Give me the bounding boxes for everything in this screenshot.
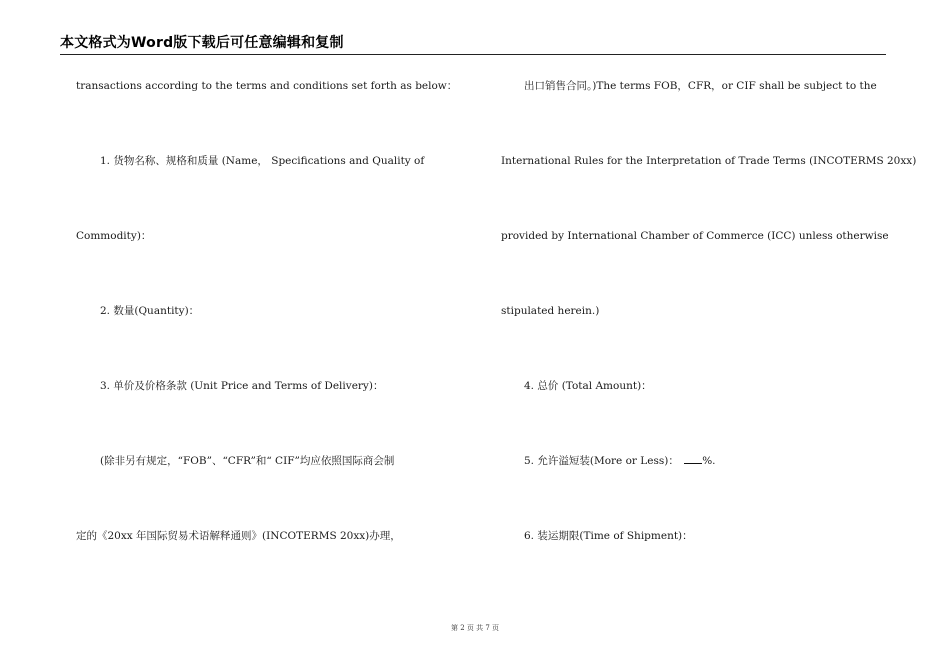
left-line-6: (除非另有规定，“FOB”、“CFR”和“ CIF”均应依照国际商会制 [100, 455, 395, 467]
left-line-4: 2. 数量(Quantity)： [100, 305, 200, 317]
page-header [60, 34, 886, 55]
page-footer: 第 2 页 共 7 页 [450, 624, 500, 632]
right-line-1: 出口销售合同。)The terms FOB，CFR，or CIF shall be subject to the [524, 80, 877, 92]
more-or-less-blank [684, 454, 702, 464]
more-or-less-label: 5. 允许溢短装(More or Less)： [524, 455, 679, 467]
more-or-less-suffix: %. [702, 455, 716, 467]
right-line-4: stipulated herein.) [501, 305, 600, 317]
left-line-5: 3. 单价及价格条款 (Unit Price and Terms of Delivery)： [100, 380, 384, 392]
left-line-3: Commodity)： [76, 230, 152, 242]
left-line-2: 1. 货物名称、规格和质量 (Name， Specifications and Quality of [100, 155, 425, 167]
right-line-2: International Rules for the Interpretation of Trade Terms (INCOTERMS 20xx) [501, 155, 917, 167]
right-line-3: provided by International Chamber of Commerce (ICC) unless otherwise [501, 230, 889, 242]
left-line-1: transactions according to the terms and conditions set forth as below： [76, 80, 458, 92]
left-line-7: 定的《20xx 年国际贸易术语解释通则》(INCOTERMS 20xx)办理， [76, 530, 401, 542]
page-title: 本文格式为Word版下载后可任意编辑和复制 [60, 35, 344, 51]
right-line-7: 6. 装运期限(Time of Shipment)： [524, 530, 693, 542]
right-line-5: 4. 总价 (Total Amount)： [524, 380, 652, 392]
right-line-6 [524, 454, 716, 468]
